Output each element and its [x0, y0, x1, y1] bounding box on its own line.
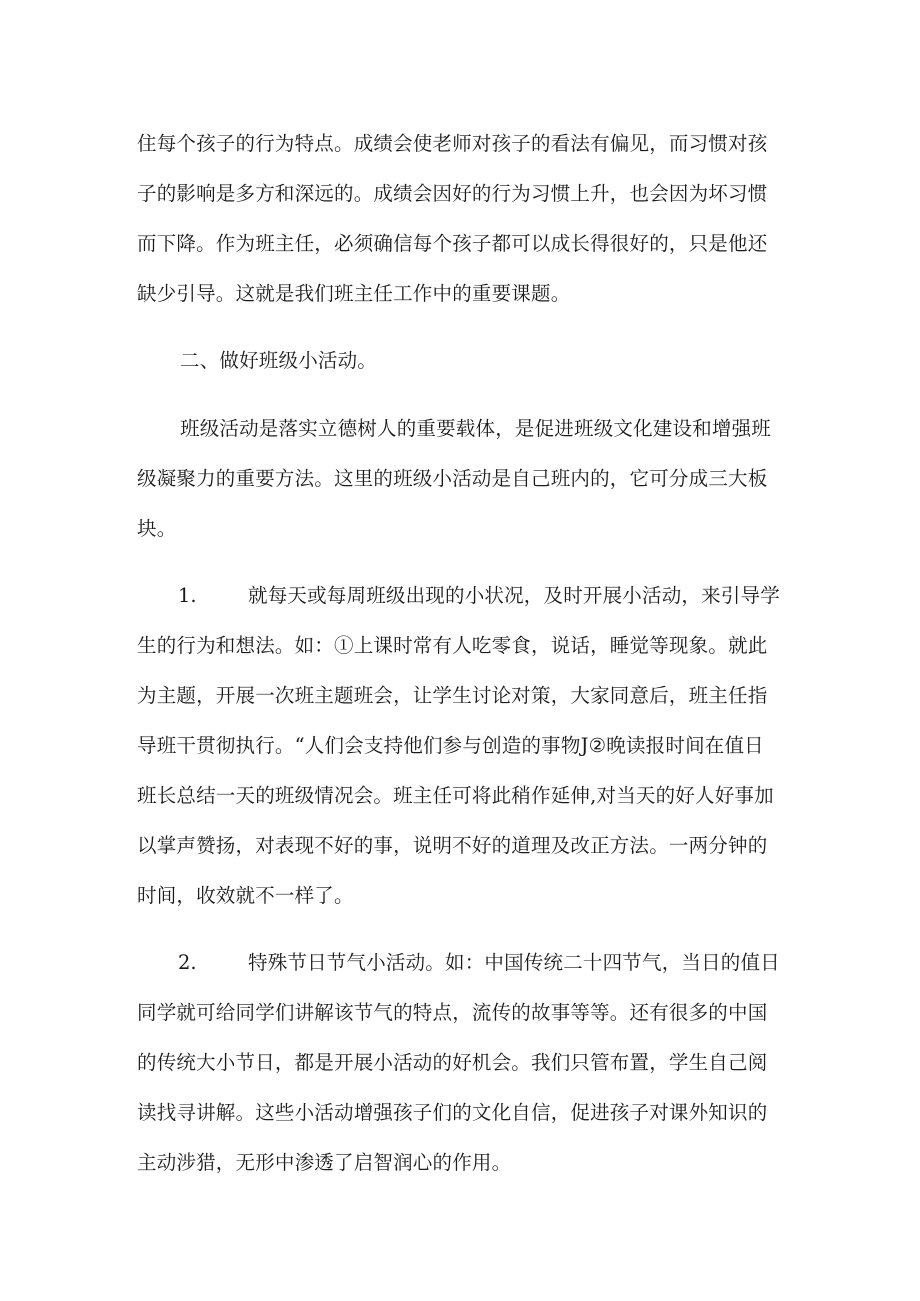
paragraph-1-line-3: 而下降。作为班主任，必须确信每个孩子都可以成长得很好的，只是他还: [137, 232, 768, 255]
list-item-1-line-5: 班长总结一天的班级情况会。班主任可将此稍作延伸,对当天的好人好事加: [137, 784, 774, 807]
list-item-1-line-7: 时间，收效就不一样了。: [137, 884, 354, 907]
section-heading: 二、做好班级小活动。: [180, 349, 378, 372]
list-item-2-line-4: 读找寻讲解。这些小活动增强孩子们的文化自信，促进孩子对课外知识的: [137, 1101, 768, 1124]
list-item-1-line-3: 为主题，开展一次班主题班会，让学生讨论对策，大家同意后，班主任指: [137, 684, 768, 707]
list-item-2-number: 2.: [178, 951, 197, 974]
list-item-2-line-1: 特殊节日节气小活动。如：中国传统二十四节气，当日的值日: [248, 951, 780, 974]
list-item-2-line-2: 同学就可给同学们讲解该节气的特点，流传的故事等等。还有很多的中国: [137, 1001, 768, 1024]
paragraph-1-line-1: 住每个孩子的行为特点。成绩会使老师对孩子的看法有偏见，而习惯对孩: [137, 132, 768, 155]
paragraph-2-line-3: 块。: [137, 517, 177, 540]
list-item-1-line-6: 以掌声赞扬，对表现不好的事，说明不好的道理及改正方法。一两分钟的: [137, 834, 768, 857]
paragraph-2-line-1: 班级活动是落实立德树人的重要载体，是促进班级文化建设和增强班: [180, 417, 772, 440]
list-item-1-number: 1.: [178, 584, 197, 607]
list-item-1-line-1: 就每天或每周班级出现的小状况，及时开展小活动，来引导学: [248, 584, 780, 607]
list-item-1-line-4: 导班干贯彻执行。“人们会支持他们参与创造的事物J②晚读报时间在值日: [137, 734, 764, 757]
list-item-2-line-5: 主动涉猎，无形中渗透了启智润心的作用。: [137, 1151, 512, 1174]
paragraph-1-line-4: 缺少引导。这就是我们班主任工作中的重要课题。: [137, 282, 571, 305]
paragraph-2-line-2: 级凝聚力的重要方法。这里的班级小活动是自己班内的，它可分成三大板: [137, 467, 768, 490]
list-item-1-line-2: 生的行为和想法。如：①上课时常有人吃零食，说话，睡觉等现象。就此: [137, 634, 768, 657]
paragraph-1-line-2: 子的影响是多方和深远的。成绩会因好的行为习惯上升，也会因为坏习惯: [137, 182, 768, 205]
list-item-2-line-3: 的传统大小节日，都是开展小活动的好机会。我们只管布置，学生自己阅: [137, 1051, 768, 1074]
